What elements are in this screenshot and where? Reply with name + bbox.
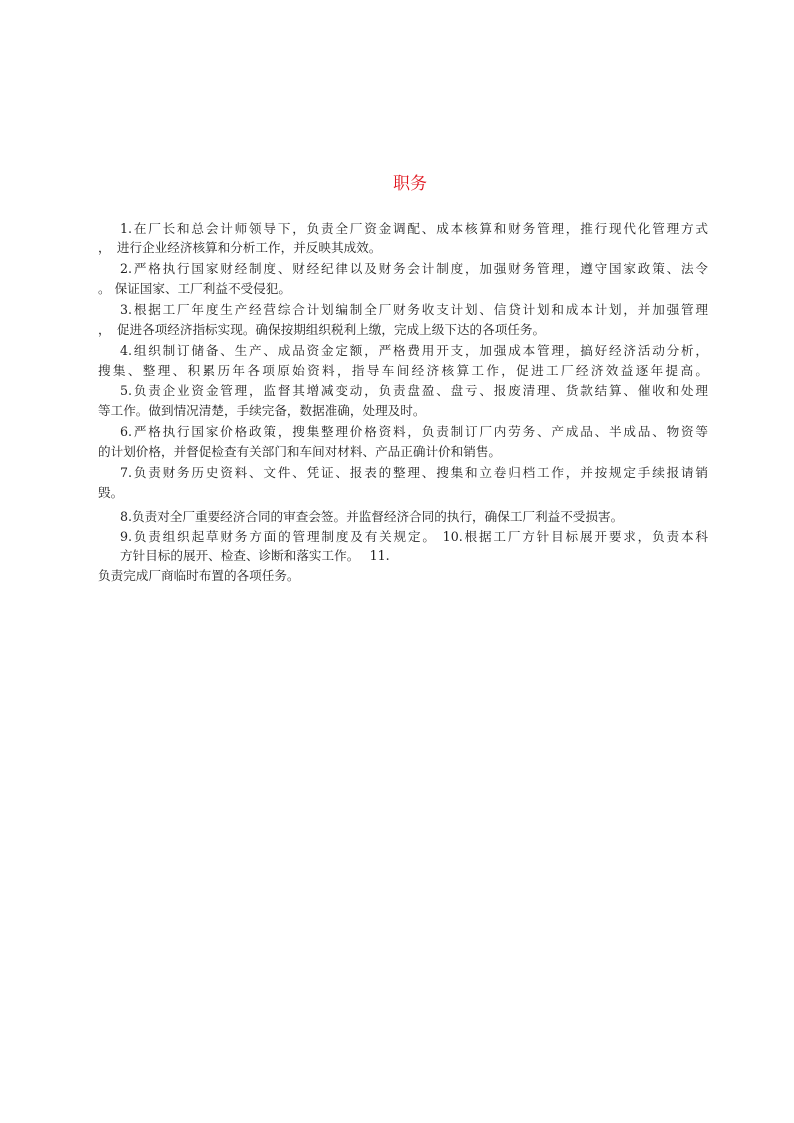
text-line: 等工作。做到情况清楚，手续完备，数据准确，处理及时。 — [98, 403, 426, 418]
text-line: 7.负责财务历史资料、文件、凭证、报表的整理、搜集和立卷归档工作，并按规定手续报请销 — [120, 465, 708, 480]
document-title: 职务 — [393, 174, 427, 194]
text-line: 8.负责对全厂重要经济合同的审查会签。并监督经济合同的执行，确保工厂利益不受损害。 — [120, 509, 624, 524]
text-line: ， 进行企业经济核算和分析工作，并反映其成效。 — [98, 240, 382, 255]
text-line: 毁。 — [98, 485, 124, 500]
text-line: 方针目标的展开、检查、诊断和落实工作。 11. — [120, 548, 390, 563]
text-line: 4.组织制订储备、生产、成品资金定额，严格费用开支，加强成本管理，搞好经济活动分析， — [120, 343, 708, 358]
text-line: 2.严格执行国家财经制度、财经纪律以及财务会计制度，加强财务管理，遵守国家政策、法令 — [120, 261, 708, 276]
text-line: 3.根据工厂年度生产经营综合计划编制全厂财务收支计划、信贷计划和成本计划，并加强管理 — [120, 302, 708, 317]
text-line: 6.严格执行国家价格政策，搜集整理价格资料，负责制订厂内劳务、产成品、半成品、物资等 — [120, 424, 708, 439]
text-line: 搜集、整理、积累历年各项原始资料，指导车间经济核算工作，促进工厂经济效益逐年提高。 — [98, 363, 708, 378]
text-line: 5.负责企业资金管理，监督其增减变动，负责盘盈、盘亏、报废清理、货款结算、催收和处理 — [120, 383, 708, 398]
text-line: 1.在厂长和总会计师领导下，负责全厂资金调配、成本核算和财务管理，推行现代化管理方式 — [120, 221, 708, 236]
text-line: 。 保证国家、工厂利益不受侵犯。 — [98, 281, 291, 296]
text-line: 9.负责组织起草财务方面的管理制度及有关规定。 10.根据工厂方针目标展开要求，负责本科 — [120, 529, 708, 544]
text-line: 的计划价格，并督促检查有关部门和车间对材料、产品正确计价和销售。 — [98, 444, 501, 459]
text-line: ， 促进各项经济指标实现。确保按期组织税利上缴，完成上级下达的各项任务。 — [98, 322, 546, 337]
text-line: 负责完成厂商临时布置的各项任务。 — [98, 568, 300, 583]
